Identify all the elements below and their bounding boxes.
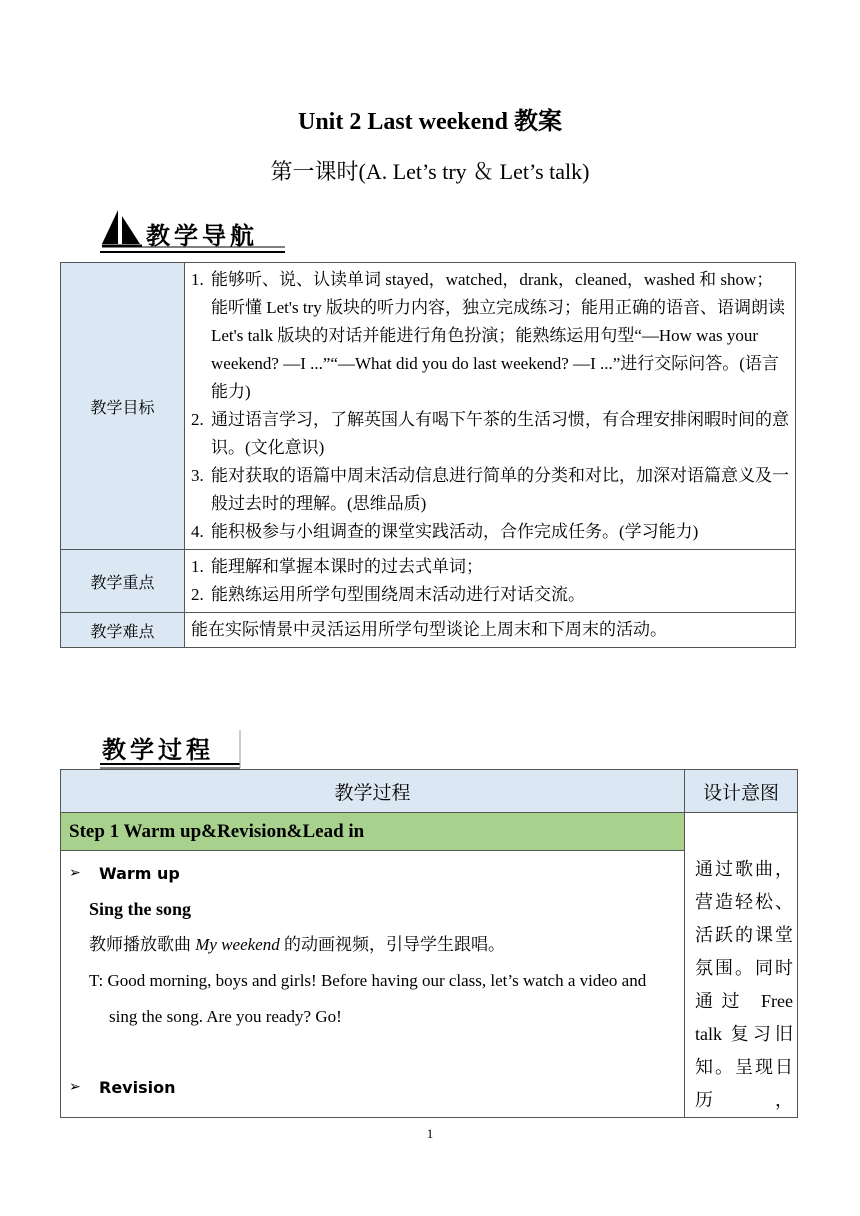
process-header-row [61, 770, 798, 813]
song-heading: Sing the song [89, 899, 192, 920]
revision-label: Revision [99, 1077, 176, 1097]
teaching-navigation-banner [100, 206, 290, 258]
teaching-navigation-table [60, 262, 796, 648]
arrow-bullet-icon: ➢ [69, 865, 81, 882]
warm-up-bullet [69, 859, 678, 887]
design-intent-text: 通过歌曲，营造轻松、活跃的课堂氛围。同时通过 Free talk 复习旧知。呈现日历， [685, 813, 798, 1118]
song-title: My weekend [195, 935, 280, 955]
difficulty-content: 能在实际情景中灵活运用所学句型谈论上周末和下周末的活动。 [185, 613, 796, 648]
song-description: 教师播放歌曲 My weekend 的动画视频，引导学生跟唱。 [89, 935, 505, 955]
difficulty-row [61, 613, 796, 648]
objective-item: 1. 能够听、说、认读单词 stayed，watched，drank，cleaned，washed 和 show；能听懂 Let's try 版块的听力内容，独立完成练习；能用正确的语音、语调朗读 Let's talk 版块的对话并能进行角色扮演；能熟练运用句型“—How was your weekend? —I ...”“—What did you do last weekend? —I ...”进行交际问答。(语言能力) [191, 270, 785, 401]
objectives-row [61, 263, 796, 550]
warm-up-label: Warm up [99, 863, 180, 883]
document-title: Unit 2 Last weekend 教案 [297, 109, 562, 135]
teacher-dialogue: T: Good morning, boys and girls! Before having our class, let’s watch a video and sing the song. Are you ready? Go! [89, 971, 647, 1027]
objective-item: 2. 通过语言学习，了解英国人有喝下午茶的生活习惯，有合理安排闲暇时间的意识。(文化意识) [191, 410, 789, 457]
document-subtitle: 第一课时(A. Let’s try ＆ Let’s talk) [270, 159, 590, 184]
objectives-label: 教学目标 [61, 263, 185, 550]
teaching-process-table [60, 769, 798, 1118]
teaching-navigation-heading: 教学导航 [146, 222, 258, 250]
key-points-row [61, 550, 796, 613]
page-number: 1 [426, 1126, 434, 1141]
key-points-content [185, 550, 796, 613]
arrow-bullet-icon: ➢ [69, 1079, 81, 1096]
objective-item: 4. 能积极参与小组调查的课堂实践活动，合作完成任务。(学习能力) [191, 522, 699, 541]
teaching-process-heading: 教学过程 [102, 736, 214, 764]
objective-item: 3. 能对获取的语篇中周末活动信息进行简单的分类和对比，加深对语篇意义及一般过去时的理解。(思维品质) [191, 466, 789, 513]
key-points-label: 教学重点 [61, 550, 185, 613]
step-row [61, 813, 798, 851]
process-column-header: 教学过程 [61, 770, 685, 813]
key-point-item: 1. 能理解和掌握本课时的过去式单词； [191, 557, 483, 576]
objectives-content [185, 263, 796, 550]
teaching-process-banner [100, 722, 250, 774]
step-1-title: Step 1 Warm up&Revision&Lead in [61, 813, 685, 851]
step-1-content [61, 851, 685, 1118]
key-point-item: 2. 能熟练运用所学句型围绕周末活动进行对话交流。 [191, 585, 585, 604]
difficulty-label: 教学难点 [61, 613, 185, 648]
revision-bullet [69, 1073, 678, 1101]
intent-column-header: 设计意图 [685, 770, 798, 813]
